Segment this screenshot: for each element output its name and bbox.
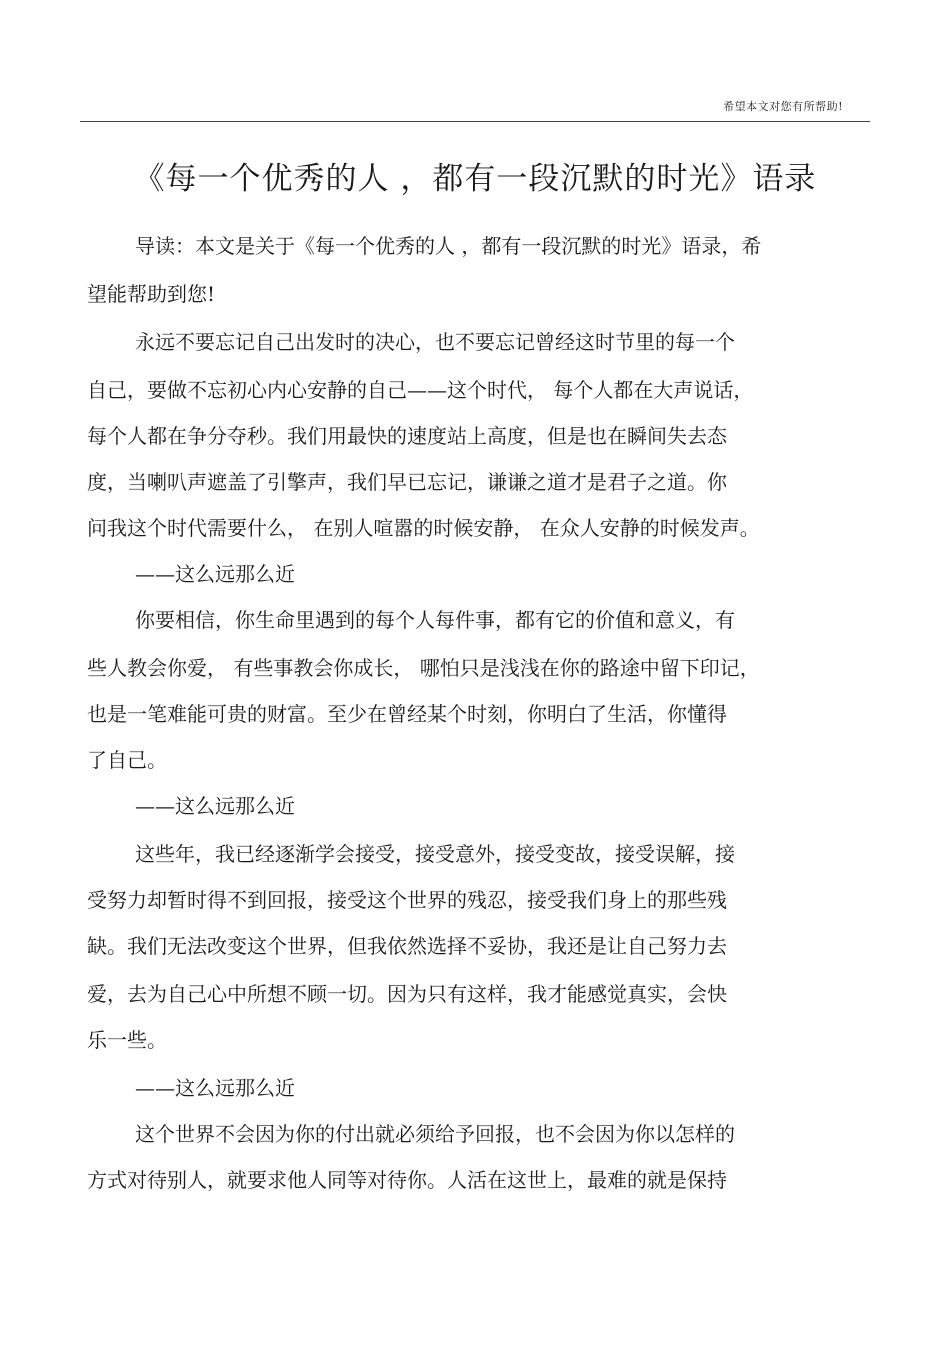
paragraph-line: 问我这个时代需要什么， 在别人喧嚣的时候安静， 在众人安静的时候发声。 (87, 516, 760, 540)
attribution-line: ——这么远那么近 (135, 1076, 295, 1100)
attribution-line: ——这么远那么近 (135, 562, 295, 586)
paragraph-line: 永远不要忘记自己出发时的决心，也不要忘记曾经这时节里的每一个 (135, 330, 735, 354)
paragraph-line: 每个人都在争分夺秒。我们用最快的速度站上高度，但是也在瞬间失去态 (87, 424, 727, 448)
paragraph-line: 缺。我们无法改变这个世界，但我依然选择不妥协，我还是让自己努力去 (87, 934, 727, 958)
paragraph-line: 度，当喇叭声遮盖了引擎声，我们早已忘记，谦谦之道才是君子之道。你 (87, 470, 727, 494)
document-title: 《每一个优秀的人 ，都有一段沉默的时光》语录 (133, 161, 817, 197)
header-divider (80, 121, 870, 122)
paragraph-line: 你要相信，你生命里遇到的每个人每件事，都有它的价值和意义，有 (135, 608, 735, 632)
attribution-line: ——这么远那么近 (135, 794, 295, 818)
paragraph-line: 了自己。 (87, 748, 167, 772)
paragraph-line: 方式对待别人，就要求他人同等对待你。人活在这世上，最难的就是保持 (87, 1168, 727, 1192)
paragraph-line: 自己，要做不忘初心内心安静的自己——这个时代， 每个人都在大声说话， (87, 378, 754, 402)
paragraph-line: 受努力却暂时得不到回报，接受这个世界的残忍，接受我们身上的那些残 (87, 888, 727, 912)
paragraph-line: 也是一笔难能可贵的财富。至少在曾经某个时刻，你明白了生活，你懂得 (87, 702, 727, 726)
page-header-note: 希望本文对您有所帮助! (723, 100, 843, 113)
intro-line: 望能帮助到您! (87, 282, 216, 306)
paragraph-line: 爱，去为自己心中所想不顾一切。因为只有这样，我才能感觉真实，会快 (87, 982, 727, 1006)
paragraph-line: 这些年，我已经逐渐学会接受，接受意外，接受变故，接受误解，接 (135, 842, 735, 866)
paragraph-line: 这个世界不会因为你的付出就必须给予回报，也不会因为你以怎样的 (135, 1122, 735, 1146)
paragraph-line: 乐一些。 (87, 1028, 167, 1052)
intro-line: 导读：本文是关于《每一个优秀的人 ，都有一段沉默的时光》语录，希 (135, 234, 762, 258)
paragraph-line: 些人教会你爱， 有些事教会你成长， 哪怕只是浅浅在你的路途中留下印记， (87, 656, 760, 680)
